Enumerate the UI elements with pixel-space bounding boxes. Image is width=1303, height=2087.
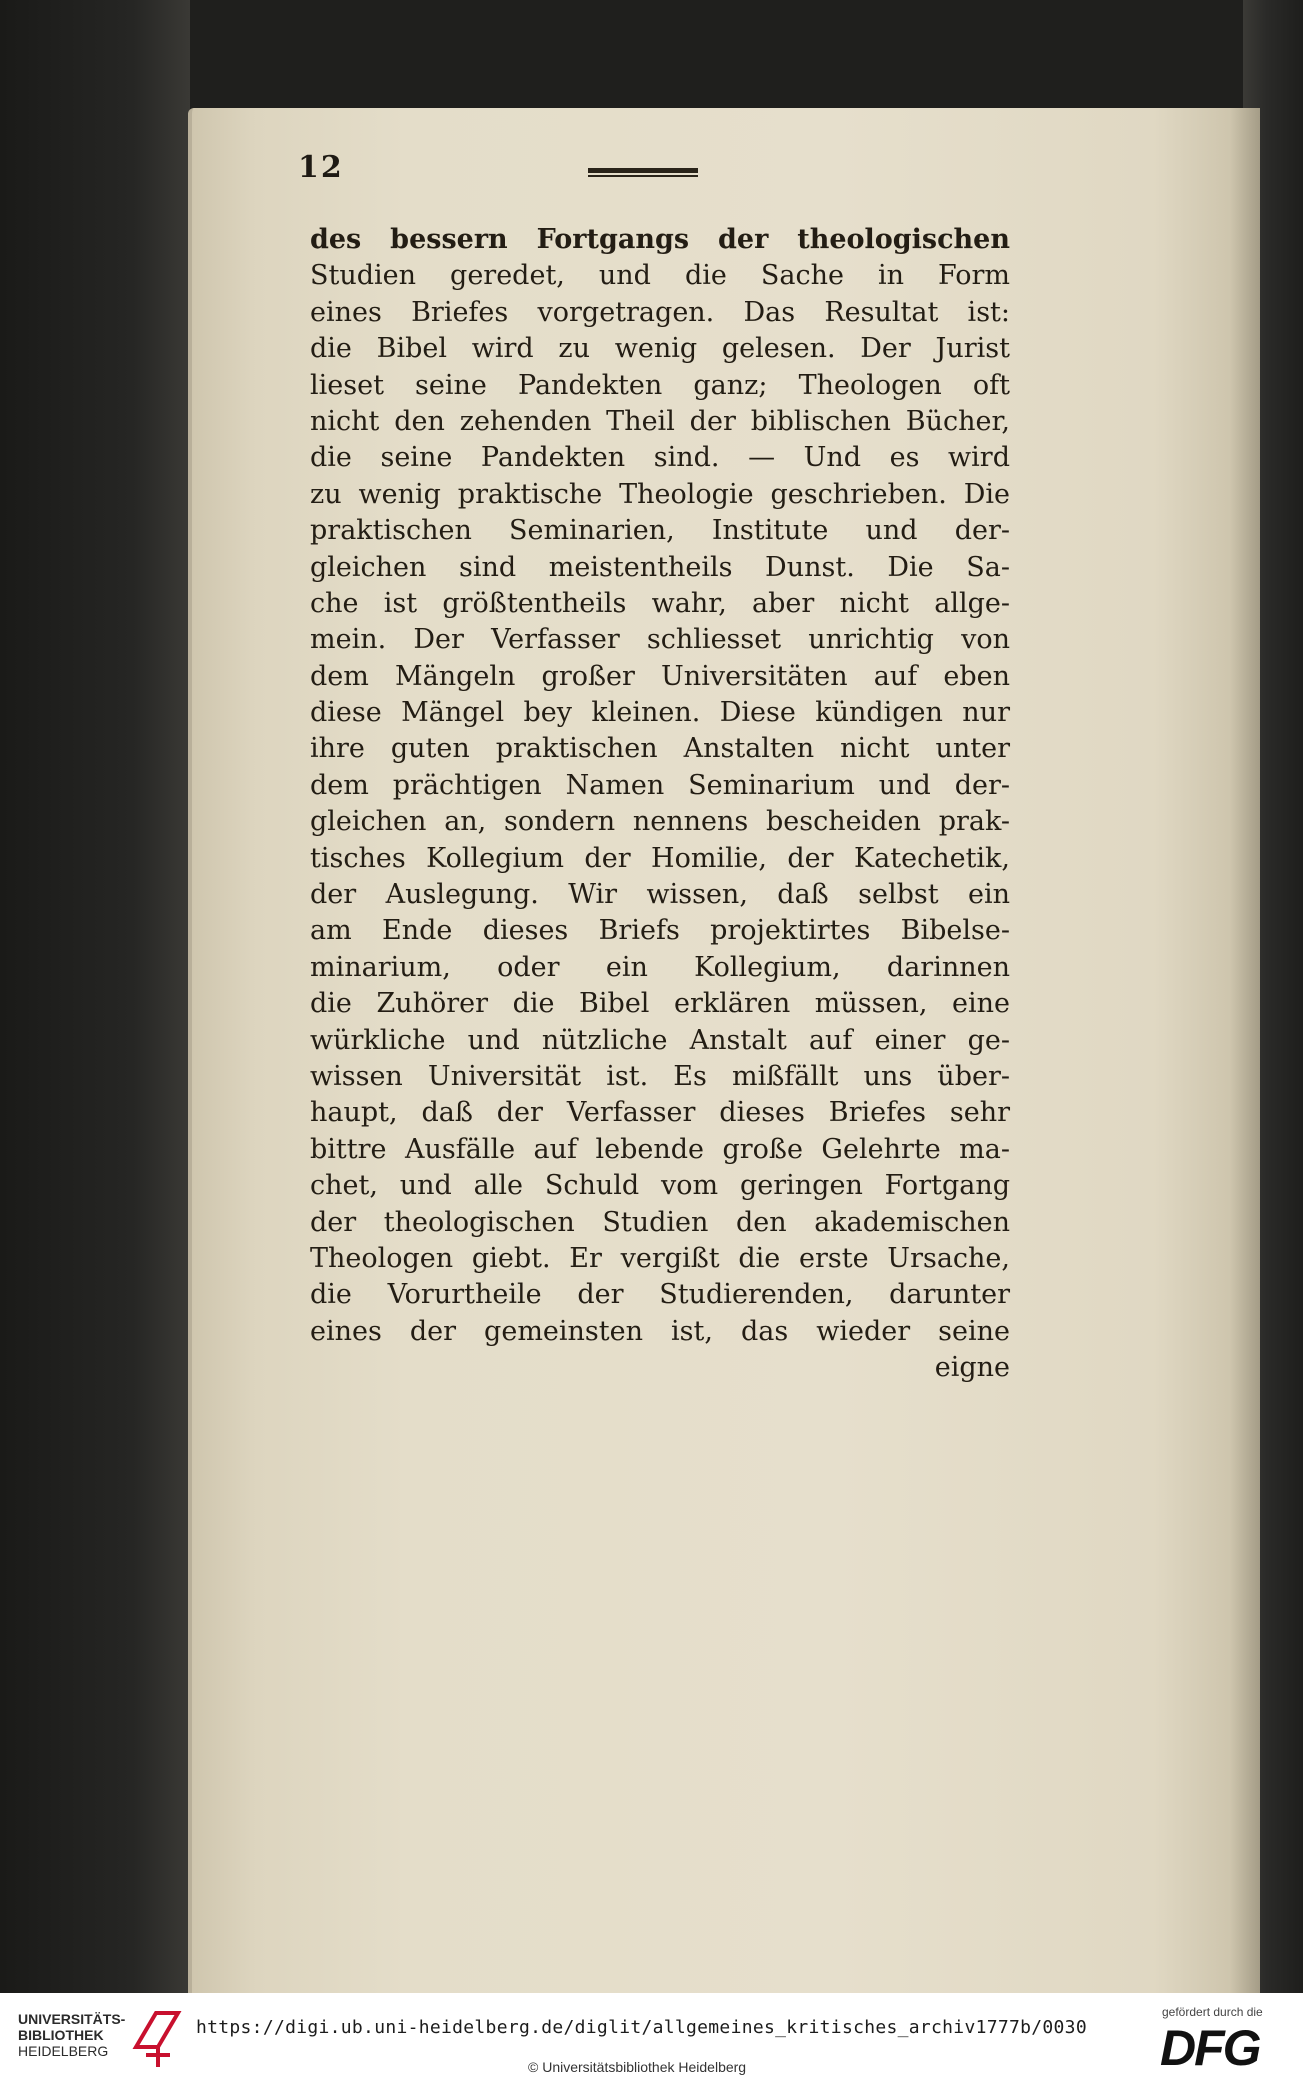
text-line: die Zuhörer die Bibel erklären müssen, eine: [310, 988, 1010, 1020]
text-line: nicht den zehenden Theil der biblischen Bücher,: [310, 405, 1010, 437]
library-logo-text[interactable]: [18, 2011, 125, 2059]
text-line: Theologen giebt. Er vergißt die erste Ursache,: [310, 1242, 1010, 1274]
viewer-footer: [0, 1993, 1303, 2087]
library-emblem-icon: [132, 2007, 182, 2069]
text-line: dem prächtigen Namen Seminarium und der-: [310, 769, 1010, 801]
text-line: minarium, oder ein Kollegium, darinnen: [310, 951, 1010, 983]
catchword: eigne: [934, 1352, 1010, 1384]
page-text-block: [310, 222, 1010, 1387]
page-header: [298, 150, 908, 190]
text-line: am Ende dieses Briefs projektirtes Bibelse-: [310, 915, 1010, 947]
page-gutter-shadow: [1230, 108, 1260, 1993]
text-line: die Vorurtheile der Studierenden, darunter: [310, 1279, 1010, 1311]
text-line: mein. Der Verfasser schliesset unrichtig von: [310, 624, 1010, 656]
library-name-line1: UNIVERSITÄTS-: [18, 2011, 126, 2027]
text-line: che ist größtentheils wahr, aber nicht allge-: [310, 587, 1010, 619]
text-line: die seine Pandekten sind. — Und es wird: [310, 442, 1010, 474]
text-line: gleichen an, sondern nennens bescheiden prak-: [310, 806, 1010, 838]
text-line: des bessern Fortgangs der theologischen: [310, 224, 1010, 255]
text-line: zu wenig praktische Theologie geschrieben. Die: [310, 478, 1010, 510]
text-line: praktischen Seminarien, Institute und der-: [310, 515, 1010, 547]
text-line: Studien geredet, und die Sache in Form: [310, 260, 1010, 292]
text-line: der Auslegung. Wir wissen, daß selbst ein: [310, 879, 1010, 911]
funding-note: gefördert durch die: [1162, 2005, 1263, 2019]
text-line: eines Briefes vorgetragen. Das Resultat ist:: [310, 296, 1010, 328]
text-line: tisches Kollegium der Homilie, der Katechetik,: [310, 842, 1010, 874]
page-number: 12: [298, 150, 344, 185]
text-line: die Bibel wird zu wenig gelesen. Der Jurist: [310, 333, 1010, 365]
text-line: eines der gemeinsten ist, das wieder seine: [310, 1315, 1010, 1347]
text-line: bittre Ausfälle auf lebende große Gelehrte ma-: [310, 1133, 1010, 1165]
library-name-line3: HEIDELBERG: [18, 2043, 109, 2059]
text-line: würkliche und nützliche Anstalt auf einer ge-: [310, 1024, 1010, 1056]
scan-background-left: [0, 0, 190, 1993]
permalink-url[interactable]: https://digi.ub.uni-heidelberg.de/diglit/allgemeines_kritisches_archiv1777b/0030: [196, 2017, 1087, 2038]
text-line: diese Mängel bey kleinen. Diese kündigen nur: [310, 697, 1010, 729]
text-line: gleichen sind meistentheils Dunst. Die Sa-: [310, 551, 1010, 583]
text-line: chet, und alle Schuld vom geringen Fortgang: [310, 1170, 1010, 1202]
library-name-line2: BIBLIOTHEK: [18, 2027, 104, 2043]
copyright-notice: © Universitätsbibliothek Heidelberg: [528, 2059, 747, 2075]
header-ornament-rule: [588, 168, 698, 177]
text-line: wissen Universität ist. Es mißfällt uns über-: [310, 1060, 1010, 1092]
text-line: haupt, daß der Verfasser dieses Briefes sehr: [310, 1097, 1010, 1129]
text-line: ihre guten praktischen Anstalten nicht unter: [310, 733, 1010, 765]
dfg-logo[interactable]: DFG: [1160, 2020, 1260, 2076]
text-line: dem Mängeln großer Universitäten auf eben: [310, 660, 1010, 692]
text-line: lieset seine Pandekten ganz; Theologen oft: [310, 369, 1010, 401]
text-line: der theologischen Studien den akademischen: [310, 1206, 1010, 1238]
